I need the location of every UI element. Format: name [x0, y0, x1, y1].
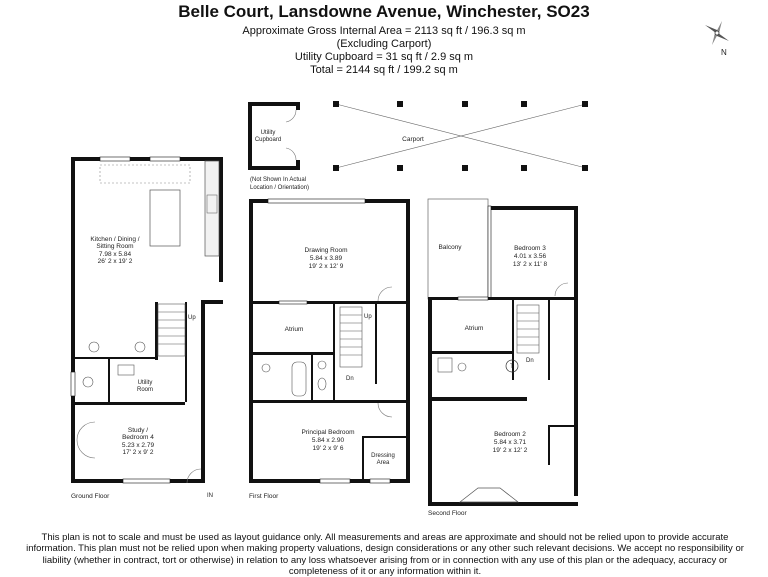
ground-floor-plan — [71, 157, 223, 500]
second-floor-staircase — [517, 305, 539, 353]
study-name-line1: Study / — [127, 427, 149, 434]
balcony-label: Balcony — [438, 244, 462, 251]
drawing-room-imperial: 19' 2 x 12' 9 — [308, 263, 344, 270]
first-atrium-label: Atrium — [284, 326, 304, 333]
utility-room-name-line1: Utility — [137, 380, 153, 386]
utility-cupboard-line2: Cupboard — [254, 137, 282, 143]
first-floor-plan — [249, 199, 410, 500]
not-shown-note-line1: (Not Shown In Actual — [250, 177, 307, 183]
first-floor-staircase — [340, 307, 362, 367]
disclaimer-text: This plan is not to scale and must be used as layout guidance only. All measurements and areas are approximate and should not be relied upon to provide accurate information. This plan must not be relied upon when making property valuations, design considerations or any other such relevant decisions. We accept no responsibility or liability (whether in contract, tort or otherwise) in relation to any loss whatsoever arising from or in connection with any use of this plan or the adequacy, accuracy or completeness of it or any information within it. — [26, 532, 744, 577]
bedroom3-imperial: 13' 2 x 11' 8 — [512, 261, 548, 268]
entrance-label: IN — [207, 493, 213, 499]
carport-label: Carport — [402, 136, 424, 143]
carport-plan — [333, 101, 588, 171]
compass-north-label: N — [721, 48, 727, 57]
utility-room-name-line2: Room — [136, 387, 154, 393]
study-name-line2: Bedroom 4 — [122, 434, 154, 441]
drawing-room-metric: 5.84 x 3.89 — [309, 255, 343, 262]
gross-area-text: Approximate Gross Internal Area = 2113 sq ft / 196.3 sq m — [242, 25, 526, 37]
first-floor-label: First Floor — [249, 493, 279, 500]
utility-cupboard-line1: Utility — [260, 130, 276, 136]
drawing-room-name: Drawing Room — [304, 247, 348, 254]
kitchen-metric: 7.98 x 5.84 — [98, 251, 132, 258]
plan-title: Belle Court, Lansdowne Avenue, Winchester, SO23 — [178, 2, 590, 21]
principal-bedroom-name: Principal Bedroom — [301, 429, 355, 436]
principal-bedroom-imperial: 19' 2 x 9' 6 — [312, 445, 344, 452]
first-up-label: Up — [364, 314, 372, 320]
bedroom3-name: Bedroom 3 — [514, 245, 546, 252]
carport-exclusion-text: (Excluding Carport) — [336, 38, 432, 50]
dressing-area-line1: Dressing — [371, 453, 395, 459]
ground-up-label: Up — [188, 315, 196, 321]
utility-cupboard-plan — [250, 104, 309, 191]
cylinder-label: T — [510, 364, 514, 370]
second-floor-plan — [428, 199, 578, 517]
study-imperial: 17' 2 x 9' 2 — [122, 449, 154, 456]
utility-cupboard-area-text: Utility Cupboard = 31 sq ft / 2.9 sq m — [294, 51, 474, 63]
compass-rose-icon — [705, 21, 729, 57]
total-area-text: Total = 2144 sq ft / 199.2 sq m — [310, 64, 458, 76]
kitchen-imperial: 26' 2 x 19' 2 — [97, 258, 133, 265]
not-shown-note-line2: Location / Orientation) — [250, 185, 310, 191]
bedroom2-name: Bedroom 2 — [494, 431, 526, 438]
second-dn-label: Dn — [526, 358, 534, 364]
dressing-area-line2: Area — [376, 460, 390, 466]
second-floor-label: Second Floor — [428, 510, 467, 517]
bedroom3-metric: 4.01 x 3.56 — [513, 253, 547, 260]
second-atrium-label: Atrium — [464, 325, 484, 332]
kitchen-name-line1: Kitchen / Dining / — [90, 236, 140, 243]
ground-floor-label: Ground Floor — [71, 493, 110, 500]
first-dn-label: Dn — [346, 376, 354, 382]
bedroom2-metric: 5.84 x 3.71 — [493, 439, 527, 446]
bedroom2-imperial: 19' 2 x 12' 2 — [492, 447, 528, 454]
principal-bedroom-metric: 5.84 x 2.90 — [311, 437, 345, 444]
kitchen-name-line2: Sitting Room — [96, 243, 134, 250]
ground-staircase — [158, 304, 185, 356]
study-metric: 5.23 x 2.79 — [121, 442, 155, 449]
